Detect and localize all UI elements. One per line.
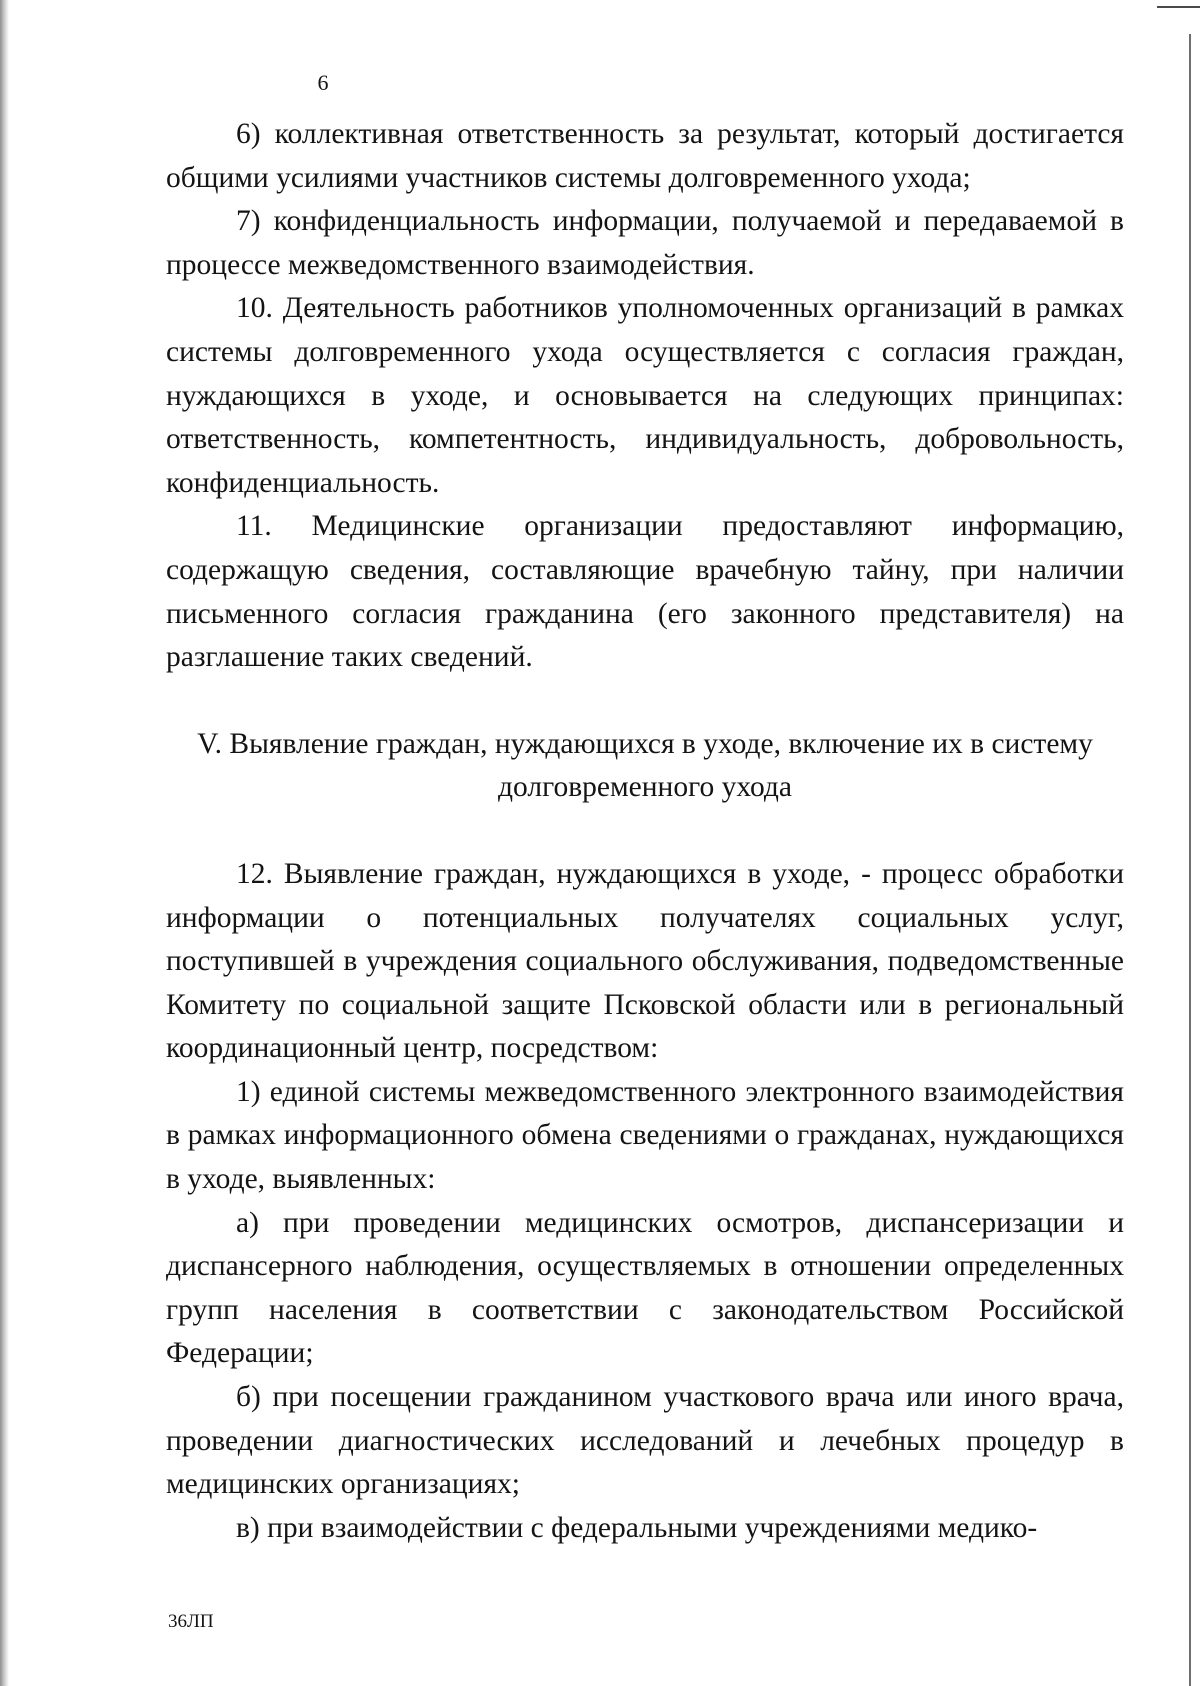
paragraph-11: 11. Медицинские организации предоставляют информацию, содержащую сведения, составляющие врачебную тайну, при наличии письменного согласия гражданина (его законного представителя) на разглашение таких сведений. [166,510,1124,674]
paragraph-12-item-1: 1) единой системы межведомственного электронного взаимодействия в рамках информационного обмена сведениями о гражданах, нуждающихся в уходе, выявленных: [166,1075,1124,1196]
paragraph-item-6: 6) коллективная ответственность за результат, который достигается общими усилиями участников системы долговременного ухода; [166,118,1124,194]
section-heading: V. Выявление граждан, нуждающихся в уходе, включение их в систему долговременного ухода [197,727,1093,804]
paragraph-12-item-a: а) при проведении медицинских осмотров, диспансеризации и диспансерного наблюдения, осуществляемых в отношении определенных групп населения в соответствии с законодательством Российской Федерации; [166,1206,1124,1370]
paragraph-item-7: 7) конфиденциальность информации, получаемой и передаваемой в процессе межведомственного взаимодействия. [166,205,1124,281]
document-body [166,113,1124,1550]
paragraph-12-item-v: в) при взаимодействии с федеральными учреждениями медико- [236,1511,1038,1544]
page-number: 6 [317,70,329,95]
scan-edge-top-right [1157,6,1200,8]
scan-edge-left [0,0,9,1686]
paragraph-10: 10. Деятельность работников уполномоченных организаций в рамках системы долговременного ухода осуществляется с согласия граждан, нуждающихся в уходе, и основывается на следующих принципах: ответственность, компетентность, индивидуальность, добровольность, конфиденциальность. [166,292,1124,499]
footer-document-code: 36ЛП [168,1611,214,1632]
paragraph-12-item-b: б) при посещении гражданином участкового врача или иного врача, проведении диагностических исследований и лечебных процедур в медицинских организациях; [166,1381,1124,1501]
paragraph-12: 12. Выявление граждан, нуждающихся в уходе, - процесс обработки информации о потенциальных получателях социальных услуг, поступившей в учреждения социального обслуживания, подведомственные Комитету по социальной защите Псковской области или в региональный координационный центр, посредством: [166,857,1124,1065]
scan-edge-right [1189,34,1191,1686]
